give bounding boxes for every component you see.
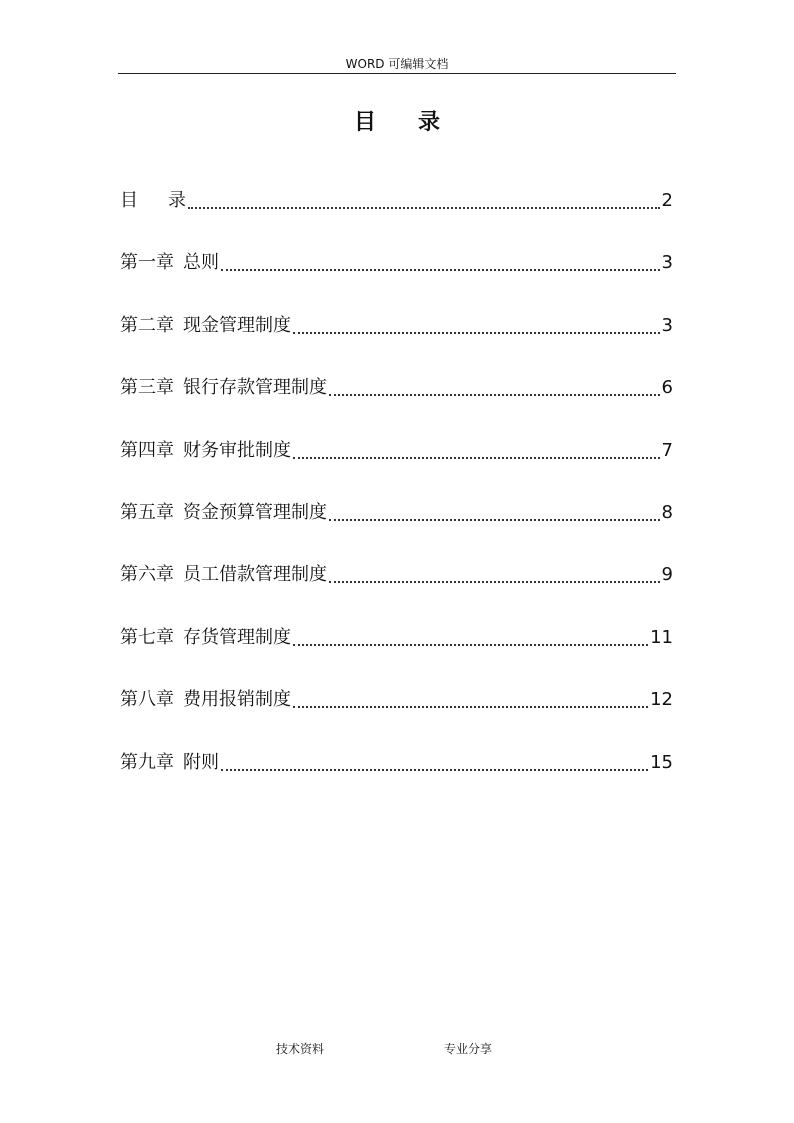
toc-name: 银行存款管理制度 xyxy=(183,377,327,399)
toc-entry-chapter-3[interactable] xyxy=(120,372,673,434)
toc-label xyxy=(120,622,291,654)
toc-name: 附则 xyxy=(183,751,219,773)
toc-entry-chapter-9[interactable] xyxy=(120,747,673,809)
toc-name: 财务审批制度 xyxy=(183,439,291,461)
toc-label xyxy=(120,684,291,716)
toc-label xyxy=(120,247,219,279)
toc-entry-chapter-1[interactable] xyxy=(120,247,673,309)
dot-leader xyxy=(221,769,648,771)
title-char-2: 录 xyxy=(418,110,441,135)
page-header: WORD 可编辑文档 xyxy=(345,57,449,71)
toc-page-number: 7 xyxy=(661,439,673,461)
toc-page-number: 3 xyxy=(661,252,673,274)
footer-right-text: 专业分享 xyxy=(444,1042,493,1056)
toc-name: 员工借款管理制度 xyxy=(183,564,327,586)
toc-label xyxy=(120,310,291,342)
toc-entry-contents[interactable] xyxy=(120,185,673,247)
footer-left-text: 技术资料 xyxy=(276,1042,325,1056)
dot-leader xyxy=(293,457,660,459)
toc-chapter: 第九章 xyxy=(120,751,174,773)
toc-chapter: 第七章 xyxy=(120,626,174,648)
toc-label xyxy=(120,185,186,217)
toc-page-number: 8 xyxy=(661,501,673,523)
toc-chapter: 第五章 xyxy=(120,501,174,523)
dot-leader xyxy=(293,644,648,646)
toc-page-number: 15 xyxy=(650,751,673,773)
dot-leader xyxy=(293,332,660,334)
toc-chapter: 第八章 xyxy=(120,689,174,711)
dot-leader xyxy=(329,394,660,396)
toc-page-number: 6 xyxy=(661,377,673,399)
toc-chapter: 第四章 xyxy=(120,439,174,461)
toc-label xyxy=(120,747,219,779)
toc-entry-chapter-2[interactable] xyxy=(120,310,673,372)
toc-entry-chapter-7[interactable] xyxy=(120,622,673,684)
toc-entry-chapter-8[interactable] xyxy=(120,684,673,746)
dot-leader xyxy=(293,706,648,708)
dot-leader xyxy=(188,207,660,209)
dot-leader xyxy=(221,269,660,271)
toc-label xyxy=(120,497,327,529)
toc-chapter: 第二章 xyxy=(120,314,174,336)
document-title xyxy=(118,108,676,138)
toc-label xyxy=(120,559,327,591)
toc-name: 资金预算管理制度 xyxy=(183,501,327,523)
toc-chapter: 第三章 xyxy=(120,377,174,399)
dot-leader xyxy=(329,519,660,521)
toc-label xyxy=(120,372,327,404)
toc-page-number: 2 xyxy=(661,190,673,211)
dot-leader xyxy=(329,581,660,583)
toc-chapter-2: 录 xyxy=(168,190,186,211)
toc-name: 现金管理制度 xyxy=(183,314,291,336)
toc-label xyxy=(120,435,291,467)
toc-entry-chapter-5[interactable] xyxy=(120,497,673,559)
toc-name: 费用报销制度 xyxy=(183,689,291,711)
toc-name: 存货管理制度 xyxy=(183,626,291,648)
title-char-1: 目 xyxy=(353,110,376,135)
toc-name: 总则 xyxy=(183,252,219,274)
toc-entry-chapter-6[interactable] xyxy=(120,559,673,621)
toc-page-number: 9 xyxy=(661,564,673,586)
table-of-contents xyxy=(120,185,673,809)
header-divider xyxy=(118,73,676,74)
toc-entry-chapter-4[interactable] xyxy=(120,435,673,497)
toc-chapter: 第一章 xyxy=(120,252,174,274)
toc-chapter: 目 xyxy=(120,190,138,211)
toc-chapter: 第六章 xyxy=(120,564,174,586)
toc-page-number: 11 xyxy=(650,626,673,648)
toc-page-number: 3 xyxy=(661,314,673,336)
toc-page-number: 12 xyxy=(650,689,673,711)
